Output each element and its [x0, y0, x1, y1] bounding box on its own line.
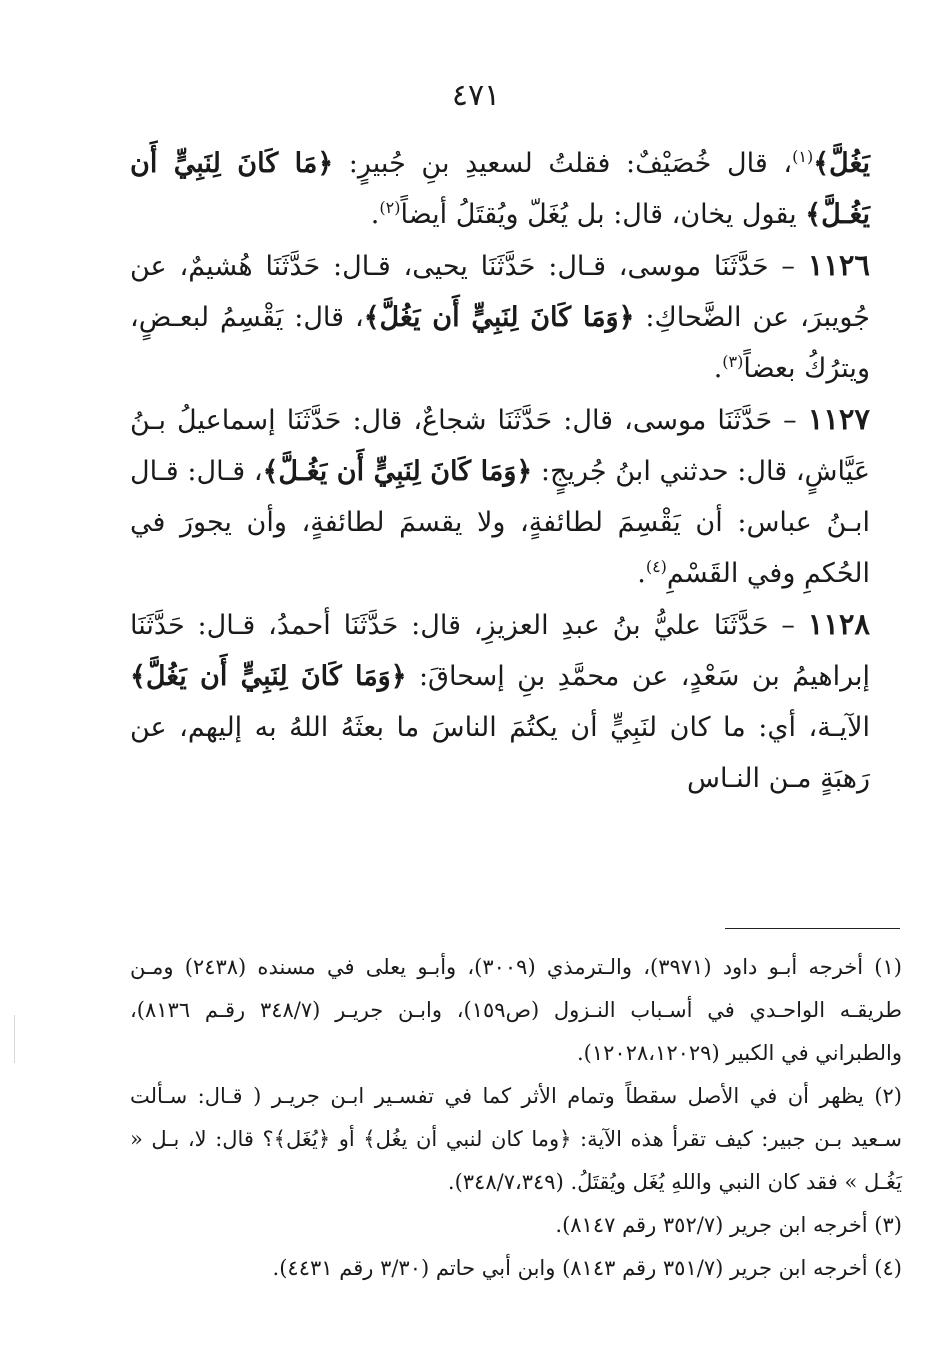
text-run: أي: ما كان لنَبِيٍّ أن يكتُمَ الناسَ ما بعثَهُ اللهُ به إليهم، عن رَهبَةٍ مـن النـاس — [130, 712, 870, 794]
footnote-line: (٤) أخرجه ابن جرير (٣٥١/٧ رقم ٨١٤٣) وابن أبي حاتم (٣/٣٠ رقم ٤٤٣١). — [272, 1256, 902, 1280]
text-run: إبراهيمُ بن سَعْدٍ، عن محمَّدِ بنِ إسحاقَ: — [406, 661, 870, 692]
footnote-line: (١) أخرجه أبـو داود (٣٩٧١)، والـترمذي (٣٠٠٩)، وأبـو يعلى في مسنده (٢٤٣٨) ومـن — [130, 955, 902, 979]
text-run: – حَدَّثَنَا موسى، قـال: حَدَّثَنَا يحيى، قـال: حَدَّثَنَا هُشيمٌ، — [179, 251, 808, 282]
text-run: ، قـال: قـال ابـنُ — [130, 456, 870, 538]
hadith-number: ١١٢٧ — [807, 402, 870, 436]
text-run: ويترُكُ بعضاً — [743, 353, 870, 384]
footnote-line: (٣) أخرجه ابن جرير (٣٥٢/٧ رقم ٨١٤٧). — [555, 1213, 902, 1237]
footnote-line: جبير: كيف تقرأ هذه الآية: ﴿وما كان لنبي أن يغُل﴾ أو ﴿يُغَل﴾؟ قال: لا، بـل « يَغُـل » — [130, 1127, 902, 1194]
text-run: ، قال خُصَيْفٌ: فقلتُ لسعيدِ بنِ جُبيرٍ: — [333, 148, 793, 179]
page-number: ٤٧١ — [451, 78, 501, 113]
quran-verse: ﴿وَمَا كَانَ لِنَبِيٍّ أَن يَغُلَّ﴾ — [363, 302, 635, 333]
footnote-line: (٢) يظهر أن في الأصل سقطاً وتمام الأثر كما في تفسـير ابـن جريـر ( قـال: سـألت سـعيد بـن — [130, 1084, 903, 1151]
hadith-number: ١١٢٦ — [807, 248, 870, 282]
text-run: . — [713, 353, 723, 384]
text-run: عن جُويبرَ، عن الضَّحاكِ: — [130, 251, 870, 333]
footnote-ref: (٢) — [379, 198, 401, 217]
footnote — [130, 1204, 902, 1247]
text-run: ، قال: يَقْسِمُ لبعـضٍ، — [130, 302, 364, 333]
main-text — [130, 138, 870, 804]
footnote-ref: (٤) — [645, 557, 667, 576]
hadith-paragraph — [130, 240, 870, 394]
scan-margin-mark — [14, 1015, 15, 1063]
hadith-number: ١١٢٨ — [807, 607, 870, 641]
text-run: . — [370, 199, 380, 230]
quran-verse: يَغُلَّ﴾ — [813, 148, 870, 179]
quran-verse: ﴿مَا كَانَ لِنَبِيٍّ أَن يَغُـلَّ﴾ — [130, 148, 870, 230]
text-run: عَيَّاشٍ، قال: حدثني ابنُ جُريجٍ: — [532, 456, 870, 487]
quran-verse: ﴿وَمَا كَانَ لِنَبِيٍّ أَن يَغُـلَّ﴾ — [262, 456, 533, 487]
text-run: الآيـة، — [808, 712, 870, 743]
footnote — [130, 946, 902, 1075]
text-run: – حَدَّثَنَا موسى، قال: حَدَّثَنَا شجاعٌ، قال: حَدَّثَنَا إسماعيلُ بـنُ — [130, 405, 808, 436]
footnote-line: طريقـه الواحـدي في أسـباب النـزول (ص١٥٩)، وابـن جريـر (٣٤٨/٧ رقـم ٨١٣٦)، — [130, 998, 902, 1022]
hadith-paragraph — [130, 394, 870, 599]
quran-verse: ﴿وَمَا كَانَ لِنَبِيٍّ أَن يَغُلَّ﴾ — [130, 661, 407, 692]
footnote — [130, 1247, 902, 1290]
footnote-ref: (٣) — [722, 352, 744, 371]
footnote-ref: (١) — [792, 147, 814, 166]
footnote — [130, 1075, 902, 1204]
footnotes — [130, 946, 902, 1290]
footnote-line: فقد كان النبي واللهِ يُغَل ويُقتَلُ. (٣٤٨/٧،٣٤٩). — [447, 1170, 838, 1194]
footnote-line: والطبراني في الكبير (١٢٠٢٨،١٢٠٢٩). — [576, 1041, 902, 1065]
text-run: عباس: أن يَقْسِمَ لطائفةٍ، ولا يقسمَ لطائفةٍ، وأن يجورَ في الحُكمِ وفي القَسْمِ — [130, 507, 870, 589]
text-run: . — [637, 558, 646, 589]
text-run: – حَدَّثَنَا عليُّ بنُ عبدِ العزيزِ، قال: حَدَّثَنَا أحمدُ، قـال: حَدَّثَنَا — [130, 610, 808, 641]
text-run: يقول يخان، قال: بل يُغَلّ ويُقتَلُ أيضاً — [400, 199, 797, 230]
hadith-paragraph — [130, 138, 870, 240]
hadith-paragraph — [130, 599, 870, 804]
footnote-separator — [725, 928, 900, 929]
